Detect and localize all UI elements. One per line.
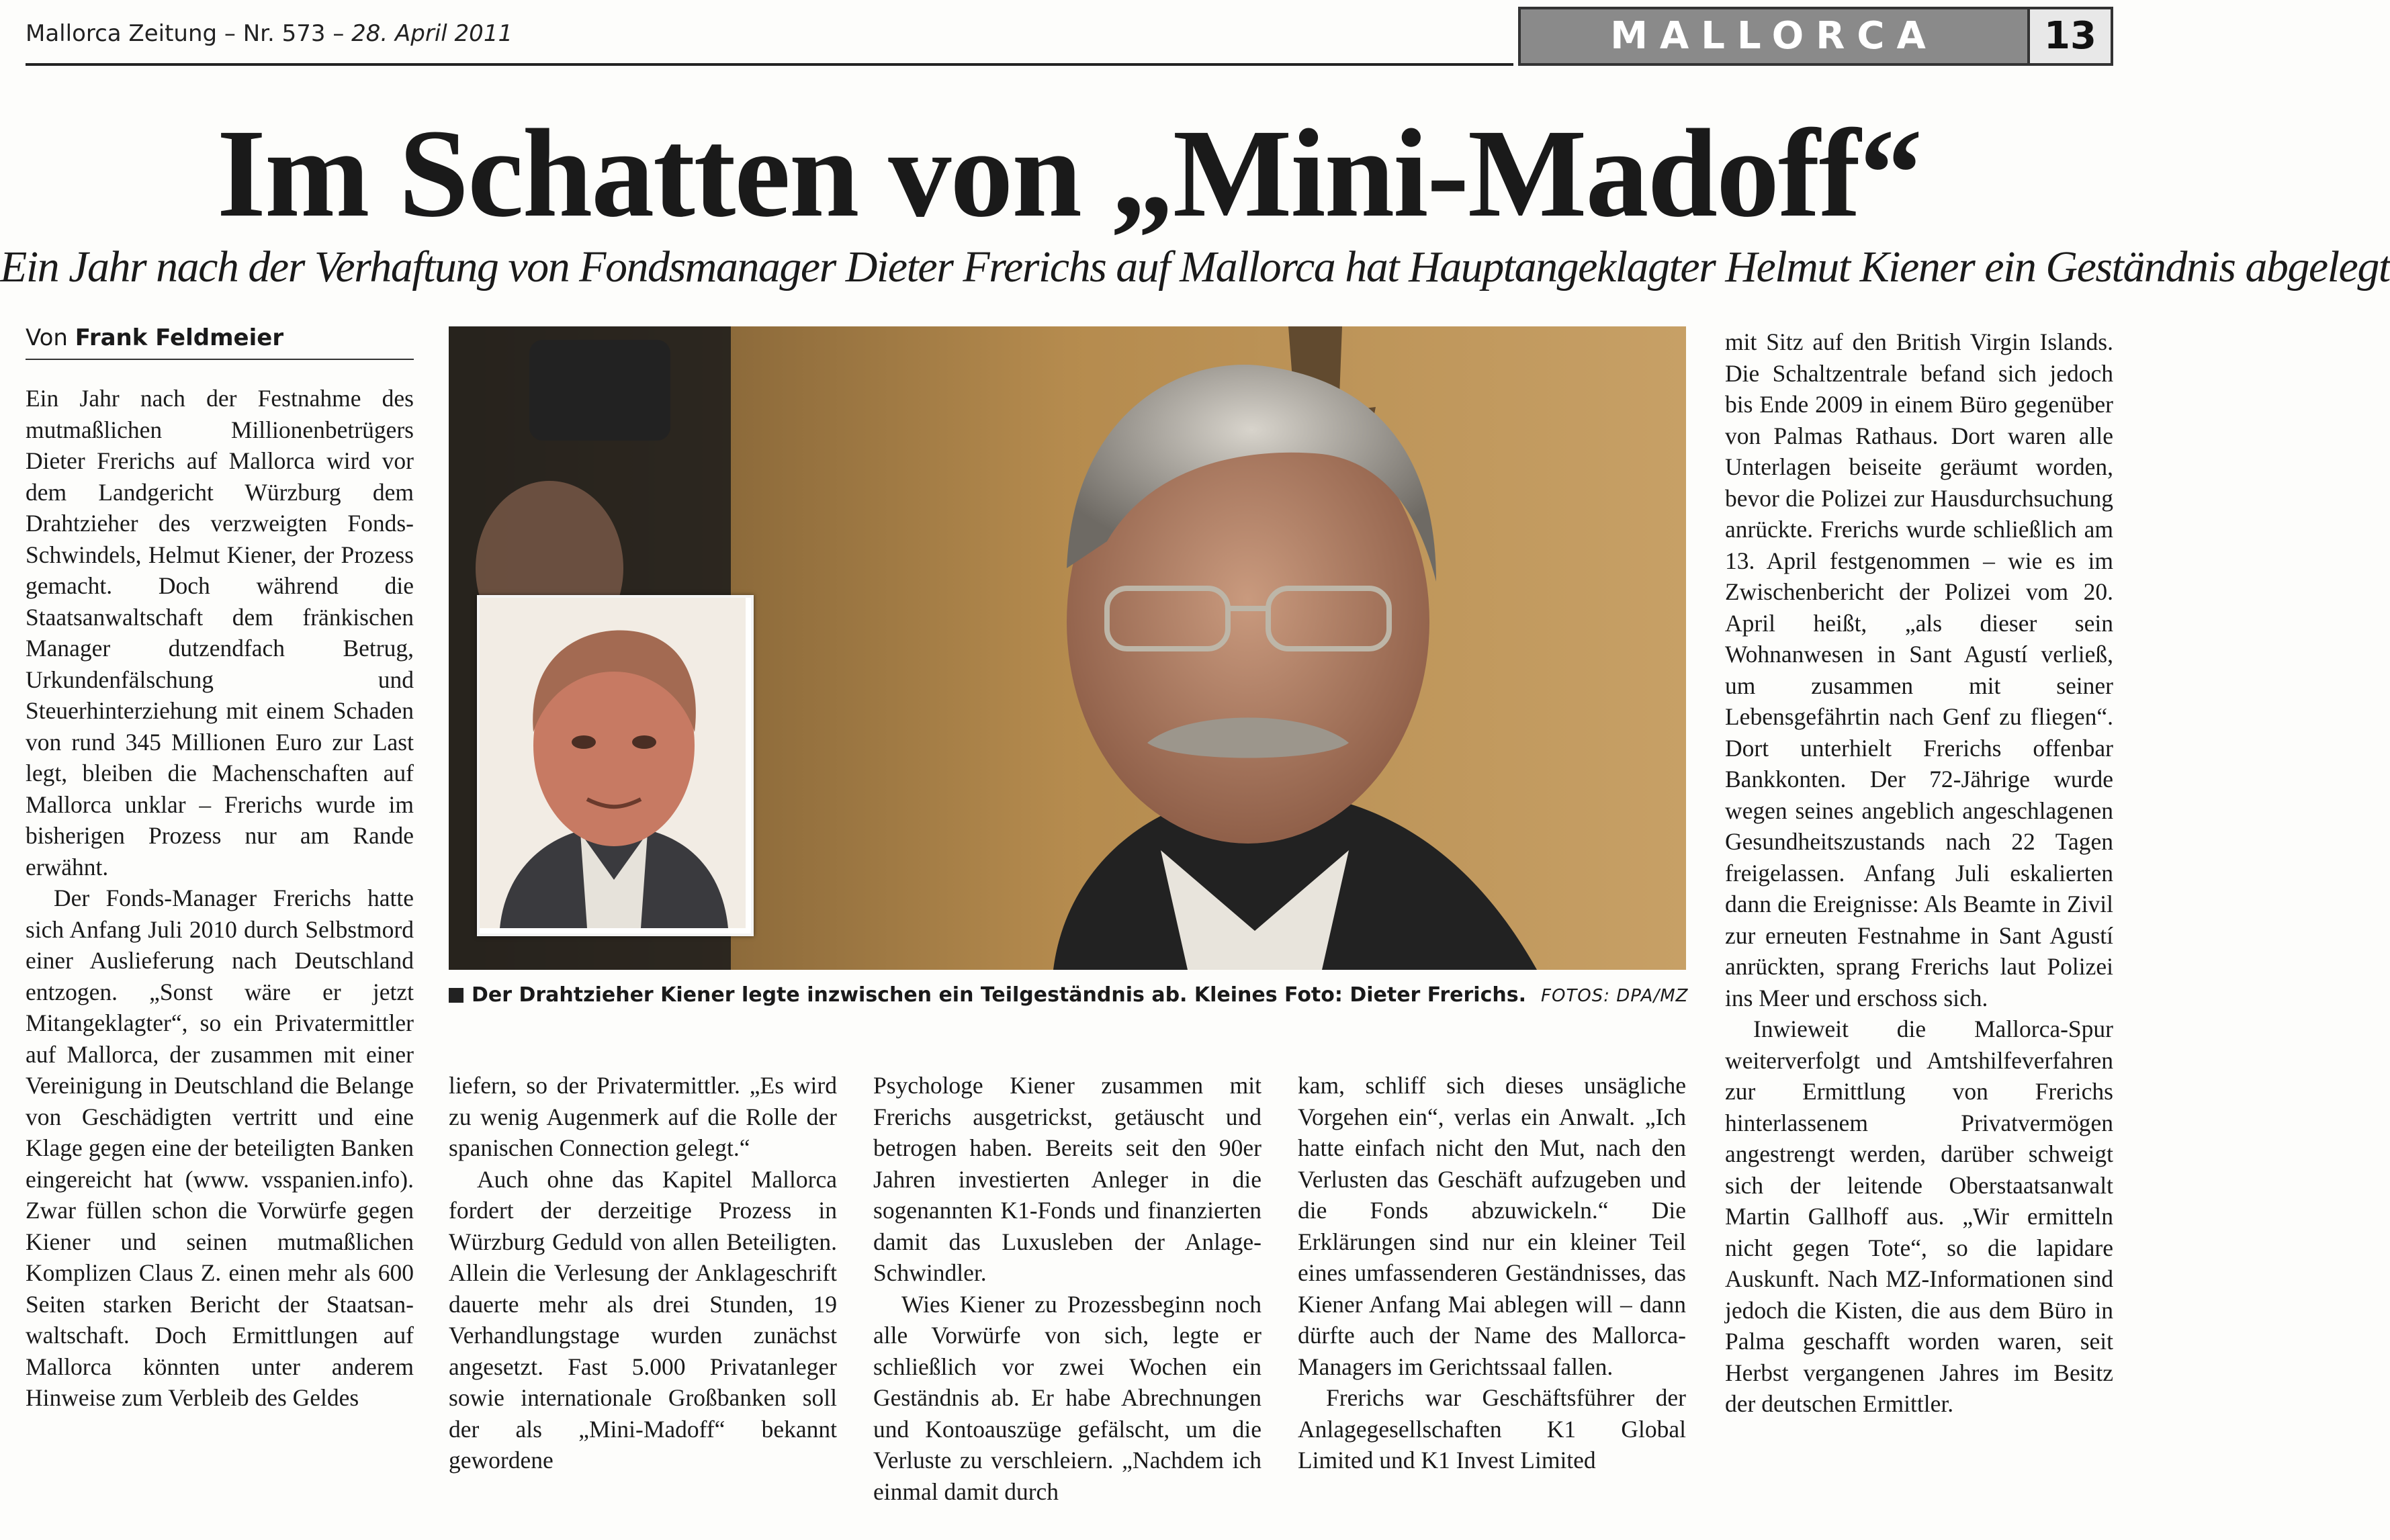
paragraph: Ein Jahr nach der Festnahme des mutmaßlichen Millionenbetrügers Dieter Frerichs auf Mallorca wird vor dem Landgericht Würzburg dem Drahtzieher des verzweigten Fonds-Schwindels, Helmut Kiener, der Prozess gemacht. Doch während die Staatsanwaltschaft dem fränkischen Manager dutzendfach Betrug, Urkundenfälschung und Steuerhinterziehung mit einem Schaden von rund 345 Millionen Euro zur Last legt, bleiben die Machenschaften auf Mallorca unklar – Frerichs wurde im bisherigen Prozess nur am Rande erwähnt. (26, 385, 414, 880)
paragraph: Wies Kiener zu Prozessbeginn noch alle Vorwürfe von sich, legte er schließlich vor zwei Wochen ein Geständnis ab. Er habe Abrechnungen und Kontoauszüge gefälscht, um die Verluste zu verschleiern. „Nachdem ich einmal damit durch (873, 1290, 1262, 1505)
issue-date: 28. April 2011 (351, 20, 513, 47)
article-column-5 (1725, 326, 2113, 1420)
article-column-2 (449, 1070, 837, 1476)
paragraph: Auch ohne das Kapitel Mallorca fordert der derzeitige Prozess in Würzburg Geduld von allen Beteiligten. Allein die Verlesung der Anklageschrift dauerte mehr als drei Stunden, 19 Verhandlungstage wurden zunächst angesetzt. Fast 5.000 Privatanleger sowie internationale Großbanken soll der als „Mini-Madoff“ bekannt gewordene (449, 1165, 837, 1474)
byline-author: Frank Feldmeier (75, 324, 284, 351)
byline (26, 321, 414, 360)
photo-caption (449, 982, 1689, 1009)
issue-number: – Nr. 573 – (224, 20, 345, 47)
paragraph: Frerichs war Geschäftsführer der Anlagegesellschaften K1 Global Limited und K1 Invest Limited (1298, 1384, 1686, 1474)
inset-photo-frerichs (477, 595, 754, 936)
headline: Im Schatten von „Mini-Madoff“ (216, 103, 1922, 243)
caption-text: Der Drahtzieher Kiener legte inzwischen ein Teilgeständnis ab. Kleines Foto: Dieter Frerichs. (472, 983, 1526, 1007)
header-rule (26, 63, 1513, 66)
paragraph: Inwieweit die Mallorca-Spur weiterverfolgt und Amtshilfeverfahren zur Ermittlung von Frerichs hinterlassenem Privatvermögen angestrengt werden, darüber schweigt sich der leitende Oberstaatsanwalt Martin Gallhoff aus. „Wir ermitteln nicht gegen Tote“, so die lapidare Auskunft. Nach MZ-Informationen sind jedoch die Kisten, die aus dem Büro in Palma geschafft worden waren, seit Herbst vergangenen Jahres im Besitz der deutschen Ermittler. (1725, 1015, 2113, 1417)
caption-marker (449, 988, 463, 1003)
article-column-1 (26, 383, 414, 1414)
subheadline: Ein Jahr nach der Verhaftung von Fondsmanager Dieter Frerichs auf Mallorca hat Hauptangeklagter Helmut Kiener ein Geständnis abgelegt (0, 242, 2390, 291)
page-number: 13 (2030, 7, 2113, 66)
paragraph: Der Fonds-Manager Frerichs hatte sich Anfang Juli 2010 durch Selbstmord einer Auslieferung nach Deutschland entzogen. „Sonst wäre er jetzt Mitangeklagter“, so ein Privatermittler auf Mallorca, der zusammen mit einer Vereinigung in Deutschland die Belange von Geschädigten vertritt und eine Klage gegen eine der beteiligten Banken eingereicht hat (www. vsspanien.info). Zwar füllen schon die Vorwürfe gegen Kiener und seinen mutmaßlichen Komplizen Claus Z. einen mehr als 600 Seiten starken Bericht der Staatsanwaltschaft. Doch Ermittlungen auf Mallorca könnten unter anderem Hinweise zum Verbleib des Geldes (26, 885, 414, 1411)
article-column-3 (873, 1070, 1262, 1507)
article-column-4 (1298, 1070, 1686, 1476)
paragraph: Psychologe Kiener zusammen mit Frerichs ausgetrickst, getäuscht und betrogen haben. Bereits seit den 90er Jahren investierten Anleger in die sogenannten K1-Fonds und finanzierten damit das Luxusleben der Anlage-Schwindler. (873, 1072, 1262, 1286)
publication-name: Mallorca Zeitung (26, 20, 218, 47)
masthead-info (26, 20, 513, 47)
paragraph: kam, schliff sich dieses unsägliche Vorgehen ein“, verlas ein Anwalt. „Ich hatte einfach nicht den Mut, nach den Verlusten das Geschäft aufzugeben und die Fonds abzuwickeln.“ Die Erklärungen sind nur ein kleiner Teil eines umfassenderen Geständnisses, das Kiener Anfang Mai ablegen will – dann dürfte auch der Name des Mallorca-Managers im Gerichtssaal fallen. (1298, 1072, 1686, 1380)
paragraph: mit Sitz auf den British Virgin Islands. Die Schaltzentrale befand sich jedoch bis Ende 2009 in einem Büro gegenüber von Palmas Rathaus. Dort waren alle Unterlagen beiseite geräumt worden, bevor die Polizei zur Hausdurchsuchung anrückte. Frerichs wurde schließlich am 13. April festgenommen – wie es im Zwischenbericht der Polizei vom 20. April heißt, „als dieser sein Wohnanwesen in Sant Agustí verließ, um zusammen mit seiner Lebensgefährtin nach Genf zu fliegen“. Dort unterhielt Frerichs offenbar Bankkonten. Der 72-Jährige wurde wegen seines angeblich angeschlagenen Gesundheitszustands nach 22 Tagen freigelassen. Anfang Juli eskalierten dann die Ereignisse: Als Beamte in Zivil zur erneuten Festnahme in Sant Agustí anrückten, sprang Frerichs laut Polizei ins Meer und erschoss sich. (1725, 328, 2113, 1011)
byline-prefix: Von (26, 324, 68, 351)
photo-credit: FOTOS: DPA/MZ (1540, 986, 1689, 1006)
paragraph: liefern, so der Privatermittler. „Es wird zu wenig Augenmerk auf die Rolle der spanischen Connection gelegt.“ (449, 1072, 837, 1161)
section-label: MALLORCA (1518, 7, 2030, 66)
